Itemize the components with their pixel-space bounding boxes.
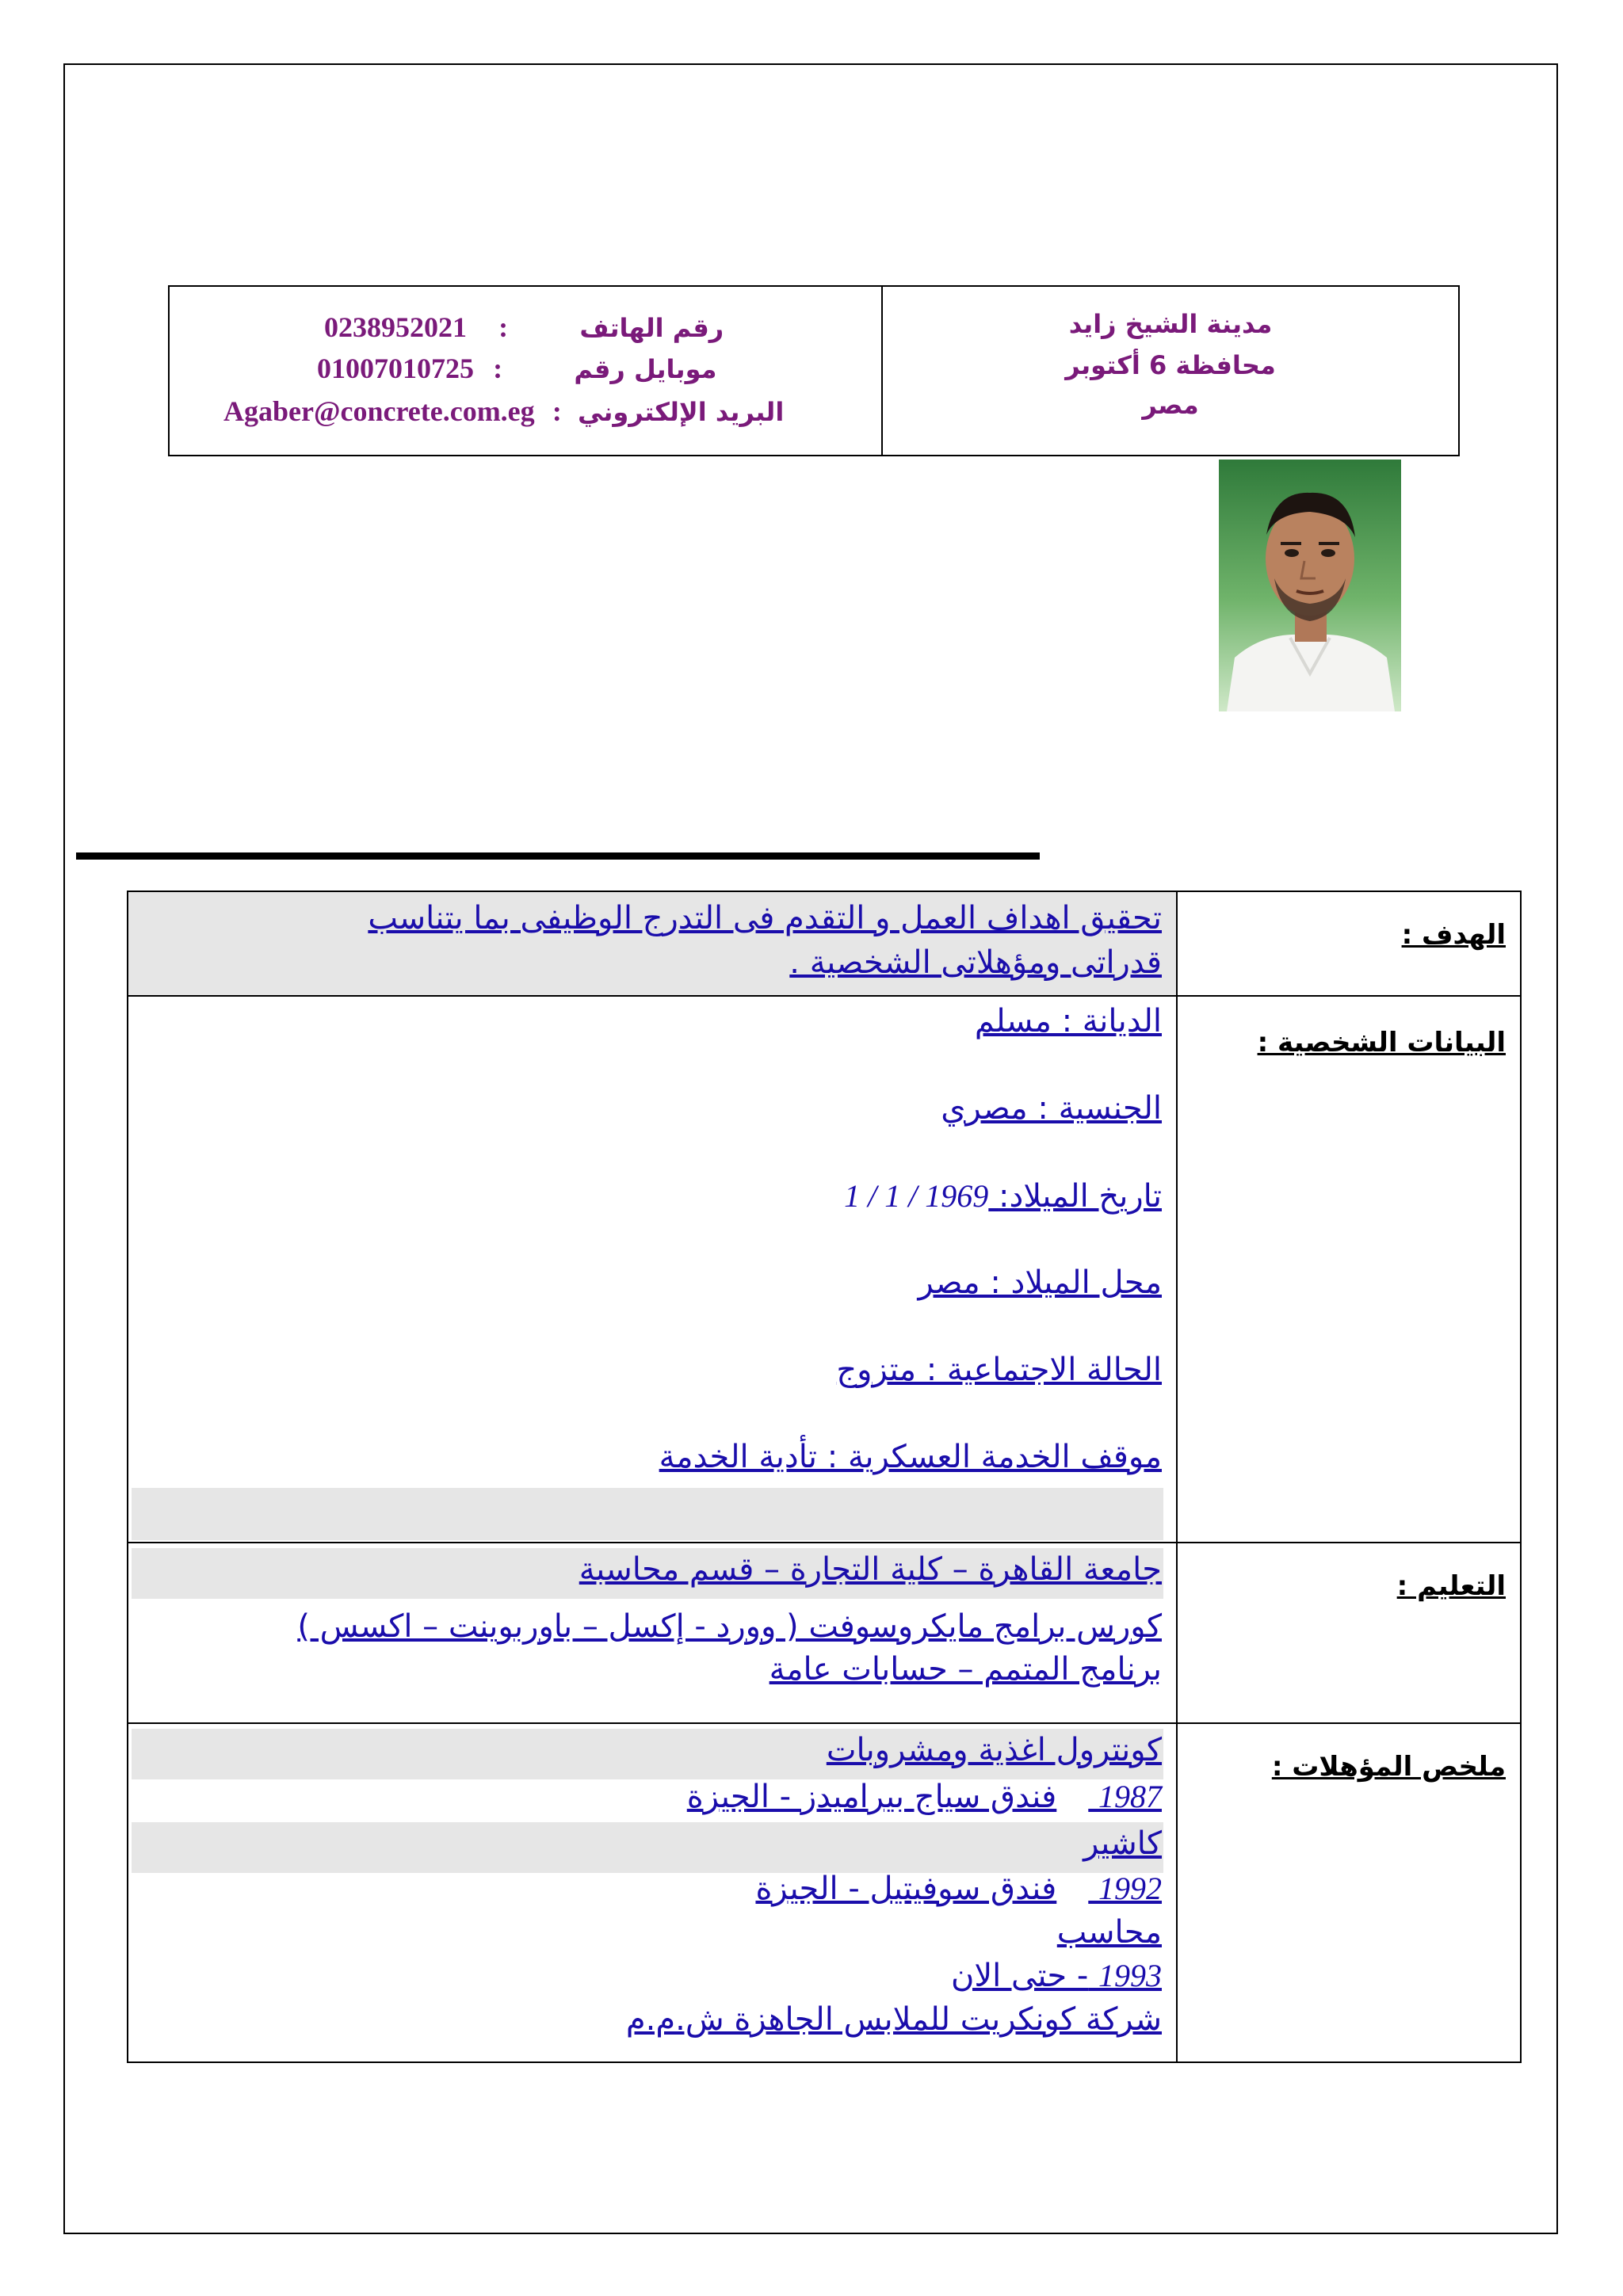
phone-separator: :	[498, 311, 509, 343]
mobile-separator: :	[493, 353, 503, 384]
religion[interactable]: الديانة : مسلم	[974, 1003, 1162, 1039]
qual-gray-band-2	[132, 1822, 1163, 1873]
qualifications-label-cell	[1177, 1723, 1521, 2062]
job3-place[interactable]: شركة كونكريت للملابس الجاهزة ش.م.م	[625, 2001, 1162, 2038]
birth-date-label: تاريخ الميلاد:	[999, 1178, 1162, 1215]
address-line-3: مصر	[1142, 390, 1199, 420]
contact-box	[168, 285, 1460, 456]
education-line-1[interactable]: جامعة القاهرة – كلية التجارة – قسم محاسبة	[579, 1551, 1162, 1588]
personal-content	[128, 996, 1177, 1543]
job2-detail[interactable]	[755, 1870, 1162, 1907]
personal-label: البيانات الشخصية :	[1257, 1027, 1506, 1058]
job3-title[interactable]: محاسب	[1056, 1914, 1162, 1951]
objective-line-2[interactable]: قدراتى ومؤهلاتى الشخصية .	[789, 944, 1162, 981]
objective-line-1[interactable]: تحقيق اهداف العمل و التقدم فى التدرج الوظيفى بما يتناسب	[368, 900, 1162, 936]
personal-label-cell	[1177, 996, 1521, 1543]
qualifications-label: ملخص المؤهلات :	[1271, 1751, 1506, 1783]
birth-date-value: 1 / 1 / 1969	[844, 1178, 989, 1214]
row-objective	[128, 891, 1521, 996]
contact-details	[170, 287, 883, 455]
profile-photo	[1219, 460, 1401, 711]
row-personal	[128, 996, 1521, 1543]
section-divider	[76, 852, 1040, 860]
job1-place: فندق سياج بيراميدز - الجيزة	[686, 1779, 1057, 1815]
marital-status[interactable]: الحالة الاجتماعية : متزوج	[836, 1352, 1162, 1388]
job2-place: فندق سوفيتيل - الجيزة	[755, 1871, 1057, 1907]
address-line-2: محافظة 6 أكتوبر	[1065, 350, 1276, 380]
phone-label: رقم الهاتف	[579, 313, 724, 343]
address-line-1: مدينة الشيخ زايد	[1068, 309, 1273, 339]
cv-table	[127, 891, 1522, 2063]
row-qualifications	[128, 1723, 1521, 2062]
job2-year: 1992	[1098, 1871, 1162, 1906]
job3-to: - حتى الان	[950, 1958, 1089, 1994]
education-line-3[interactable]: برنامج المتمم – حسابات عامة	[769, 1651, 1162, 1688]
objective-content	[128, 891, 1177, 996]
email-separator: :	[552, 395, 562, 427]
birth-place[interactable]: محل الميلاد : مصر	[918, 1264, 1162, 1301]
personal-gray-band	[132, 1488, 1163, 1540]
email-label: البريد الإلكتروني	[578, 397, 785, 427]
education-content	[128, 1543, 1177, 1723]
mobile-value: 01007010725	[317, 353, 474, 384]
row-education	[128, 1543, 1521, 1723]
job3-detail[interactable]	[951, 1957, 1162, 1994]
objective-label: الهدف :	[1401, 919, 1506, 951]
mobile-label: موبايل رقم	[574, 354, 717, 384]
address-block	[883, 287, 1458, 455]
military-status[interactable]: موقف الخدمة العسكرية : تأدية الخدمة	[659, 1439, 1162, 1475]
job3-year: 1993	[1098, 1958, 1162, 1993]
job1-year: 1987	[1098, 1779, 1162, 1814]
phone-value: 0238952021	[324, 311, 467, 343]
education-line-2[interactable]: كورس برامج مايكروسوفت ( وورد - إكسل – باوربوينت – اكسس )	[297, 1608, 1162, 1645]
job2-title[interactable]: كاشير	[1083, 1825, 1162, 1862]
objective-label-cell	[1177, 891, 1521, 996]
job1-title[interactable]: كونترول اغذية ومشروبات	[826, 1732, 1162, 1768]
phone-row	[324, 311, 724, 344]
qualifications-content	[128, 1723, 1177, 2062]
email-value[interactable]: Agaber@concrete.com.eg	[223, 395, 535, 427]
email-row	[223, 395, 784, 428]
birth-date[interactable]	[844, 1177, 1162, 1215]
nationality[interactable]: الجنسية : مصري	[941, 1090, 1162, 1127]
education-label: التعليم :	[1396, 1570, 1506, 1602]
education-label-cell	[1177, 1543, 1521, 1723]
mobile-row	[317, 352, 716, 385]
job1-detail[interactable]	[687, 1778, 1162, 1815]
